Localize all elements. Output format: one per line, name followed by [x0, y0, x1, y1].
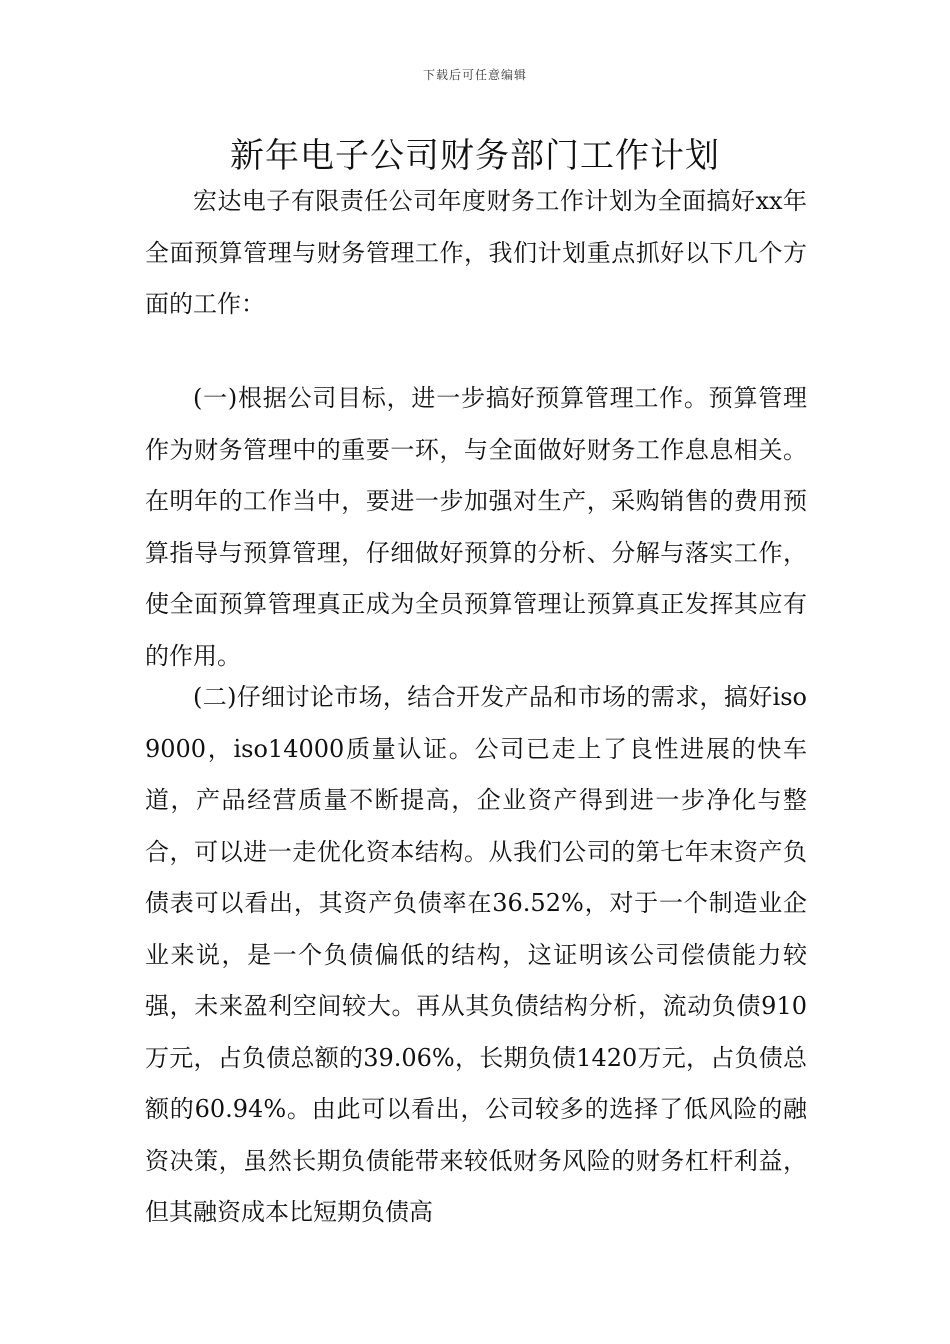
- paragraph-budget-management: (一)根据公司目标，进一步搞好预算管理工作。预算管理作为财务管理中的重要一环，与全面做好财务工作息息相关。在明年的工作当中，要进一步加强对生产，采购销售的费用预算指导与预算管理，仔细做好预算的分析、分解与落实工作，使全面预算管理真正成为全员预算管理让预算真正发挥其应有的作用。: [145, 384, 807, 670]
- paragraph-market-research: (二)仔细讨论市场，结合开发产品和市场的需求，搞好iso9000，iso14000质量认证。公司已走上了良性进展的快车道，产品经营质量不断提高，企业资产得到进一步净化与整合，可以进一走优化资本结构。从我们公司的第七年末资产负债表可以看出，其资产负债率在36.52%，对于一个制造业企业来说，是一个负债偏低的结构，这证明该公司偿债能力较强，未来盈利空间较大。再从其负债结构分析，流动负债910万元，占负债总额的39.06%，长期负债1420万元，占负债总额的60.94%。由此可以看出，公司较多的选择了低风险的融资决策，虽然长期负债能带来较低财务风险的财务杠杆利益，但其融资成本比短期负债高: [145, 683, 807, 1226]
- document-title: 新年电子公司财务部门工作计划: [230, 136, 720, 176]
- paragraph-intro: 宏达电子有限责任公司年度财务工作计划为全面搞好xx年全面预算管理与财务管理工作，我们计划重点抓好以下几个方面的工作：: [145, 187, 807, 318]
- header-note: 下载后可任意编辑: [422, 68, 527, 82]
